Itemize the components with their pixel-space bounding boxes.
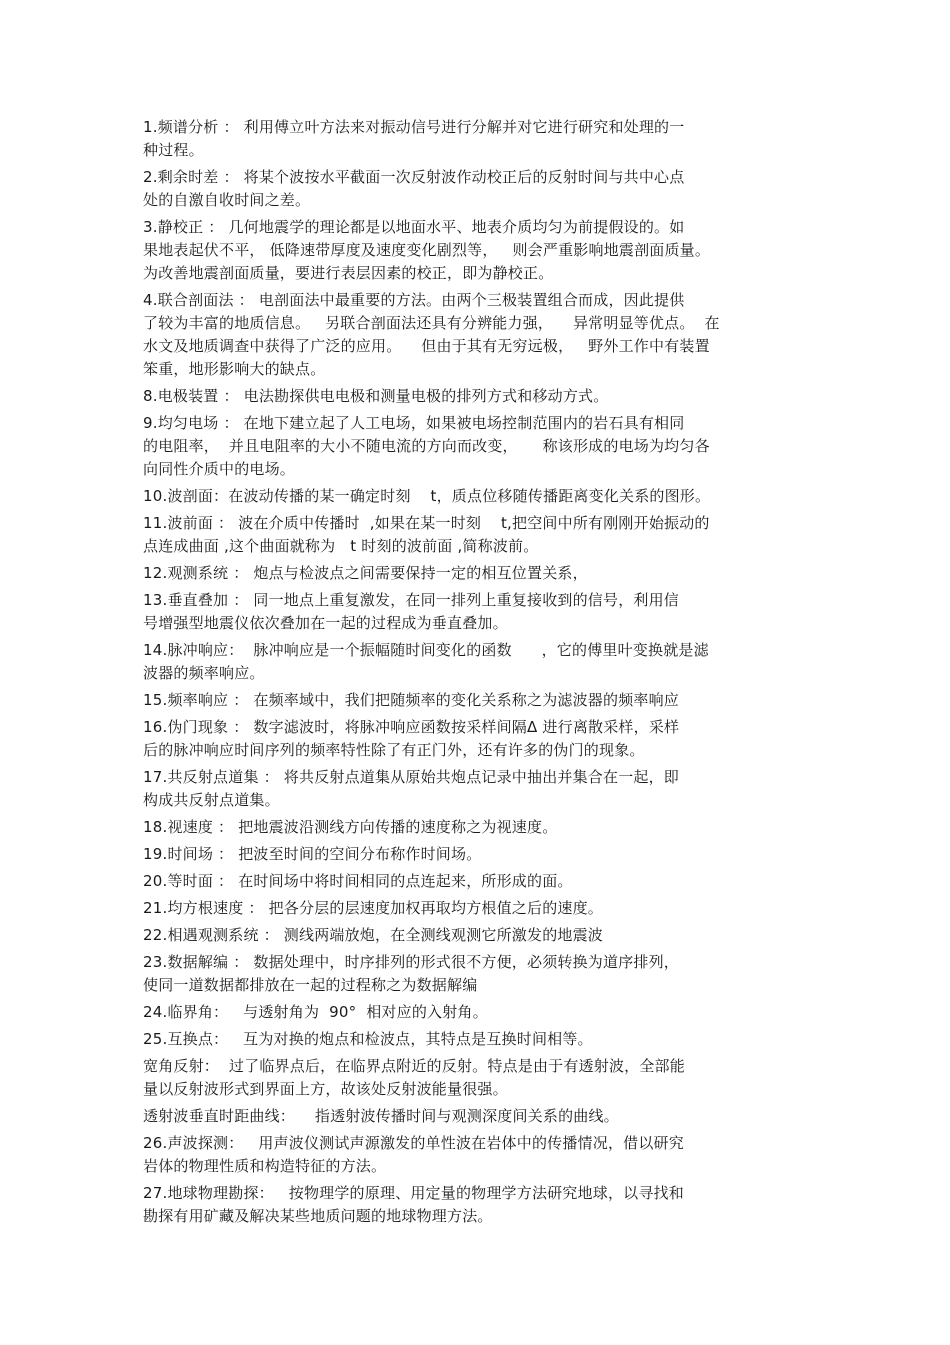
text-line: 的电阻率， 并且电阻率的大小不随电流的方向而改变， 称该形成的电场为均匀各 — [143, 437, 710, 455]
text-line: 4.联合剖面法 ： 电剖面法中最重要的方法。由两个三极装置组合而成，因此提供 — [143, 291, 685, 309]
text-line: 14.脉冲响应： 脉冲响应是一个振幅随时间变化的函数 ，它的傅里叶变换就是滤 — [143, 641, 709, 659]
text-line: 20.等时面 ： 在时间场中将时间相同的点连起来，所形成的面。 — [143, 872, 573, 890]
definition-entry — [143, 589, 823, 635]
text-line: 27.地球物理勘探： 按物理学的原理、用定量的物理学方法研究地球，以寻找和 — [143, 1184, 684, 1202]
text-line: 为改善地震剖面质量，要进行表层因素的校正，即为静校正。 — [143, 264, 554, 282]
text-line: 构成共反射点道集。 — [143, 791, 280, 809]
definition-entry — [143, 897, 823, 920]
text-line: 9.均匀电场 ： 在地下建立起了人工电场，如果被电场控制范围内的岩石具有相同 — [143, 414, 685, 432]
text-line: 点连成曲面 ,这个曲面就称为 t 时刻的波前面 ,简称波前。 — [143, 537, 539, 555]
definition-entry — [143, 289, 823, 381]
text-line: 勘探有用矿藏及解决某些地质问题的地球物理方法。 — [143, 1207, 493, 1225]
text-line: 2.剩余时差 ： 将某个波按水平截面一次反射波作动校正后的反射时间与共中心点 — [143, 168, 685, 186]
text-line: 笨重，地形影响大的缺点。 — [143, 360, 326, 378]
text-line: 3.静校正 ： 几何地震学的理论都是以地面水平、地表介质均匀为前提假设的。如 — [143, 218, 685, 236]
text-line: 8.电极装置 ： 电法勘探供电电极和测量电极的排列方式和移动方式。 — [143, 387, 609, 405]
definition-entry — [143, 716, 823, 762]
definition-entry — [143, 385, 823, 408]
definition-entry — [143, 216, 823, 285]
text-line: 量以反射波形式到界面上方，故该处反射波能量很强。 — [143, 1080, 508, 1098]
text-line: 向同性介质中的电场。 — [143, 460, 296, 478]
text-line: 1.频谱分析 ： 利用傅立叶方法来对振动信号进行分解并对它进行研究和处理的一 — [143, 118, 685, 136]
text-line: 21.均方根速度 ： 把各分层的层速度加权再取均方根值之后的速度。 — [143, 899, 603, 917]
text-line: 26.声波探测： 用声波仪测试声源激发的单性波在岩体中的传播情况，借以研究 — [143, 1134, 684, 1152]
definition-entry — [143, 1055, 823, 1101]
definition-entry — [143, 924, 823, 947]
definition-entry — [143, 1132, 823, 1178]
text-line: 宽角反射： 过了临界点后，在临界点附近的反射。特点是由于有透射波，全部能 — [143, 1057, 685, 1075]
definition-entry — [143, 766, 823, 812]
text-line: 使同一道数据都排放在一起的过程称之为数据解编 — [143, 976, 478, 994]
text-line: 水文及地质调查中获得了广泛的应用。 但由于其有无穷远极， 野外工作中有装置 — [143, 337, 710, 355]
text-line: 23.数据解编 ： 数据处理中，时序排列的形式很不方便，必须转换为道序排列， — [143, 953, 679, 971]
definition-entry — [143, 562, 823, 585]
text-line: 16.伪门现象 ： 数字滤波时，将脉冲响应函数按采样间隔Δ 进行离散采样，采样 — [143, 718, 680, 736]
text-line: 了较为丰富的地质信息。 另联合剖面法还具有分辨能力强， 异常明显等优点。 在 — [143, 314, 720, 332]
text-line: 12.观测系统 ： 炮点与检波点之间需要保持一定的相互位置关系， — [143, 564, 588, 582]
definition-entry — [143, 116, 823, 162]
text-line: 11.波前面 ： 波在介质中传播时 ,如果在某一时刻 t,把空间中所有刚刚开始振动的 — [143, 514, 710, 532]
definition-entry — [143, 512, 823, 558]
definition-entry — [143, 870, 823, 893]
definition-entry — [143, 843, 823, 866]
text-line: 果地表起伏不平， 低降速带厚度及速度变化剧烈等， 则会严重影响地震剖面质量。 — [143, 241, 711, 259]
text-line: 19.时间场 ： 把波至时间的空间分布称作时间场。 — [143, 845, 482, 863]
text-line: 24.临界角： 与透射角为 90° 相对应的入射角。 — [143, 1003, 488, 1021]
definition-entry — [143, 412, 823, 481]
definition-entry — [143, 485, 823, 508]
text-line: 10.波剖面：在波动传播的某一确定时刻 t，质点位移随传播距离变化关系的图形。 — [143, 487, 711, 505]
text-line: 18.视速度 ： 把地震波沿测线方向传播的速度称之为视速度。 — [143, 818, 558, 836]
definition-entry — [143, 816, 823, 839]
text-line: 22.相遇观测系统 ： 测线两端放炮，在全测线观测它所激发的地震波 — [143, 926, 603, 944]
text-line: 后的脉冲响应时间序列的频率特性除了有正门外，还有许多的伪门的现象。 — [143, 741, 645, 759]
definition-entry — [143, 951, 823, 997]
text-line: 波器的频率响应。 — [143, 664, 265, 682]
text-line: 种过程。 — [143, 141, 204, 159]
text-line: 号增强型地震仪依次叠加在一起的过程成为垂直叠加。 — [143, 614, 508, 632]
text-line: 透射波垂直时距曲线： 指透射波传播时间与观测深度间关系的曲线。 — [143, 1107, 619, 1125]
definition-entry — [143, 1105, 823, 1128]
text-line: 13.垂直叠加 ： 同一地点上重复激发，在同一排列上重复接收到的信号，利用信 — [143, 591, 679, 609]
definition-entry — [143, 1028, 823, 1051]
text-line: 25.互换点： 互为对换的炮点和检波点，其特点是互换时间相等。 — [143, 1030, 593, 1048]
definition-entry — [143, 689, 823, 712]
document-body — [143, 116, 823, 1232]
definition-entry — [143, 1182, 823, 1228]
text-line: 17.共反射点道集 ： 将共反射点道集从原始共炮点记录中抽出并集合在一起，即 — [143, 768, 679, 786]
text-line: 岩体的物理性质和构造特征的方法。 — [143, 1157, 387, 1175]
definition-entry — [143, 1001, 823, 1024]
definition-entry — [143, 639, 823, 685]
text-line: 处的自激自收时间之差。 — [143, 191, 311, 209]
definition-entry — [143, 166, 823, 212]
text-line: 15.频率响应 ： 在频率域中，我们把随频率的变化关系称之为滤波器的频率响应 — [143, 691, 679, 709]
